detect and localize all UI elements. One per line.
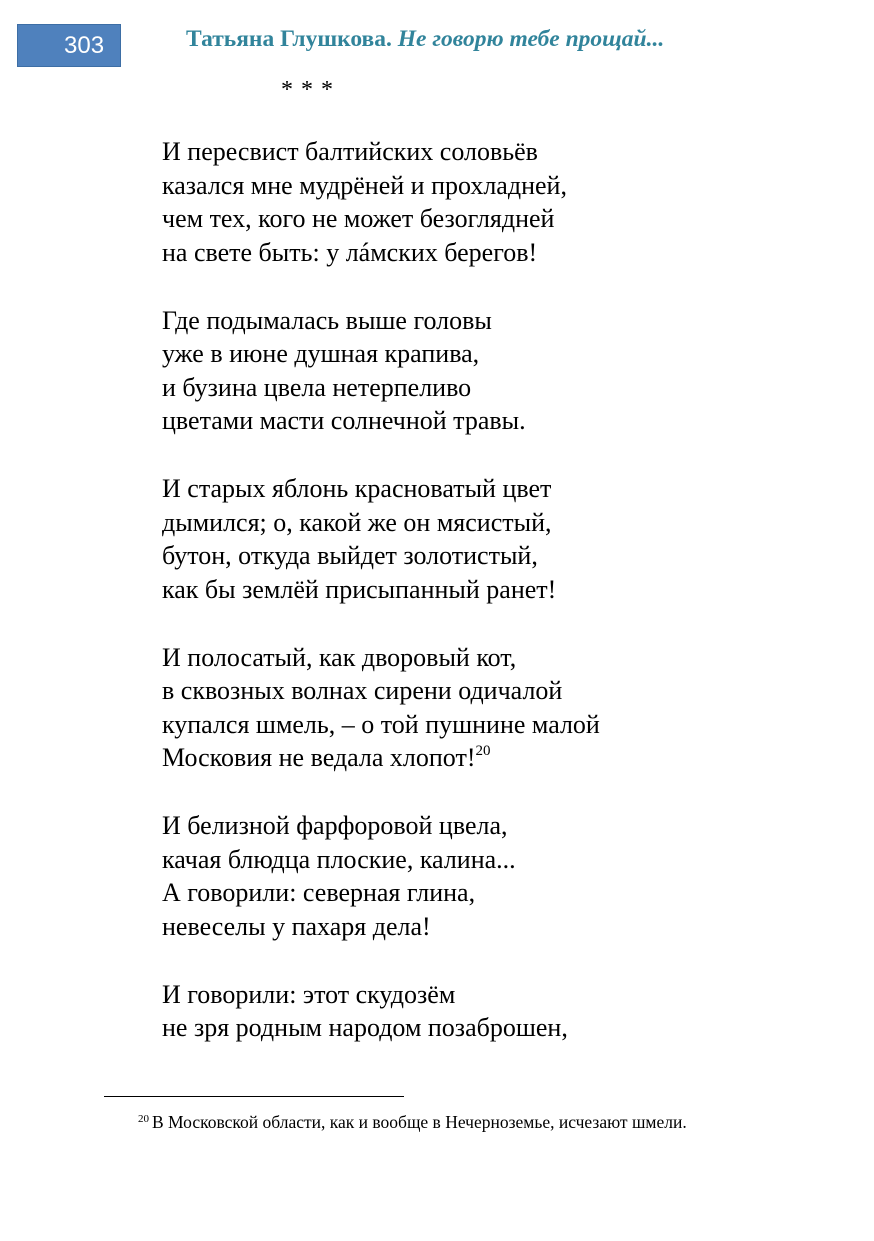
poem-line: цветами масти солнечной травы. (162, 406, 526, 435)
poem-line: Где подымалась выше головы (162, 305, 492, 335)
poem-line: в сквозных волнах сирени одичалой (162, 676, 563, 705)
running-header (186, 22, 664, 56)
poem-line: и бузина цвела нетерпеливо (162, 372, 472, 402)
stanza (162, 978, 782, 1045)
poem-line: А говорили: северная глина, (162, 878, 476, 907)
stanza (162, 135, 782, 269)
poem-line: чем тех, кого не может безоглядней (162, 204, 555, 233)
poem-line: на свете быть: у лáмских берегов! (162, 237, 538, 267)
poem-line: И белизной фарфоровой цвела, (162, 811, 508, 840)
poem-line: бутон, откуда выйдет золотистый, (162, 541, 538, 570)
poem-line: И полосатый, как дворовый кот, (162, 642, 517, 672)
poem-line: казался мне мудрёней и прохладней, (162, 170, 567, 200)
poem-line: качая блюдца плоские, калина... (162, 844, 516, 874)
poem-line: уже в июне душная крапива, (162, 339, 480, 368)
page-number: 303 (64, 32, 105, 59)
poem-line: И пересвист балтийских соловьёв (162, 137, 538, 166)
footnote (104, 1112, 766, 1132)
section-separator: * * * (281, 77, 334, 103)
footnote-reference[interactable]: 20 (475, 743, 491, 759)
header-book-title: Не говорю тебе прощай... (397, 26, 665, 52)
stanza (162, 641, 782, 775)
stanza (162, 472, 782, 606)
poem-line: не зря родным народом позаброшен, (162, 1013, 568, 1042)
footnote-text: В Московской области, как и вообще в Нечерноземье, исчезают шмели. (152, 1112, 687, 1132)
footnote-divider (104, 1096, 404, 1097)
poem-line: И старых яблонь красноватый цвет (162, 474, 552, 503)
poem-line: дымился; о, какой же он мясистый, (162, 507, 552, 537)
poem-line: как бы землёй присыпанный ранет! (162, 574, 557, 604)
stanza (162, 809, 782, 943)
poem-line-with-footnote (162, 741, 782, 775)
stanza (162, 304, 782, 438)
poem-line: невеселы у пахаря дела! (162, 911, 431, 941)
poem (162, 135, 782, 1079)
header-author: Татьяна Глушкова. (186, 26, 392, 52)
poem-line: И говорили: этот скудозём (162, 979, 456, 1009)
footnote-number: 20 (138, 1113, 149, 1125)
poem-line: купался шмель, – о той пушнине малой (162, 709, 600, 739)
poem-line-text: Московия не ведала хлопот! (162, 743, 476, 772)
